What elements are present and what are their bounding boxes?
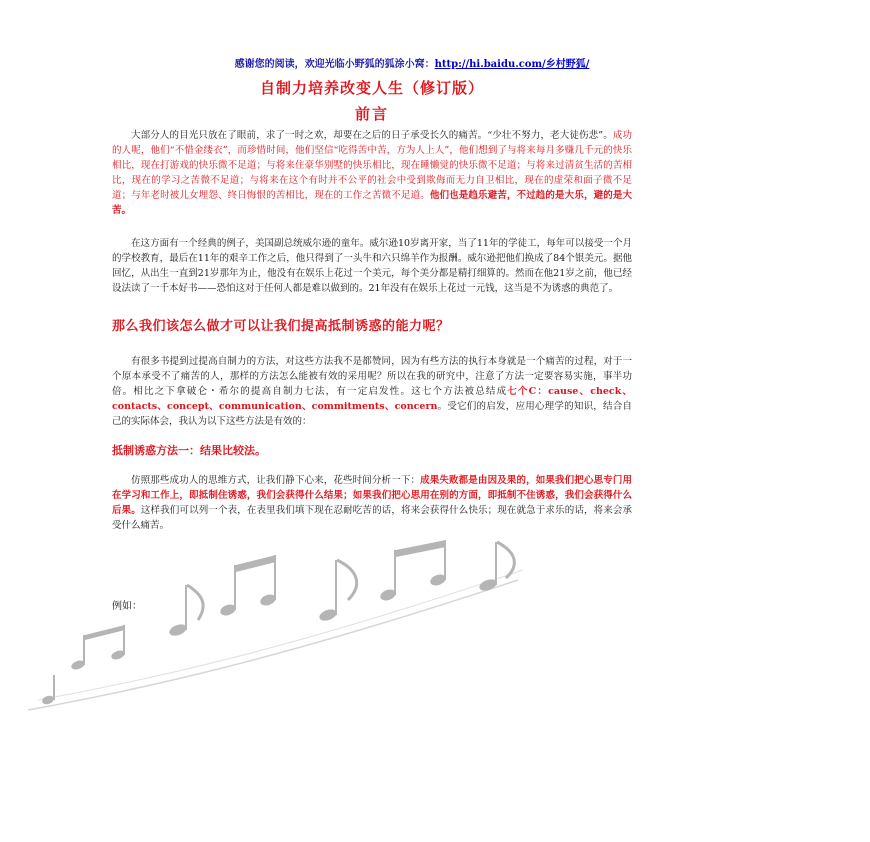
music-notes-watermark <box>18 540 538 730</box>
method-one-sentence-1: 仿照那些成功人的思维方式，让我们静下心来，花些时间分析一下： <box>131 475 421 486</box>
preface-sentence-3: 他们也是趋乐避苦，不过趋的是大乐，避的是大苦。 <box>112 190 632 216</box>
method-one-sentence-2: 成果失败都是由因及果的，如果我们把心思专门用在学习和工作上，即抵制住诱惑，我们会获得什么结果；如果我们把心思用在别的方面，即抵制不住诱惑，我们会获得什么后果。 <box>112 475 632 516</box>
preface-sentence-1: 大部分人的目光只放在了眼前，求了一时之欢，却要在之后的日子承受长久的痛苦。“少壮不努力，老大徒伤悲”。 <box>131 130 613 141</box>
example-label: 例如： <box>112 601 142 612</box>
document-title: 自制力培养改变人生（修订版） <box>259 79 484 97</box>
methods-intro-sentence-3: 。受它们的启发，应用心理学的知识，结合自己的实际体会，我认为以下这些方法是有效的： <box>112 401 632 427</box>
preface-sentence-2: 成功的人呢，他们“不惜金缕衣”，而珍惜时间，他们坚信“吃得苦中苦，方为人上人”，他们想到了与将来每月多赚几千元的快乐相比，现在打游戏的快乐微不足道；与将来住豪华别墅的快乐相比，现在睡懒觉的快乐微不足道；与将来过清贫生活的苦相比，现在的学习之苦微不足道；与将来在这个有时并不公平的社会中受到欺侮而无力自卫相比，现在的虚荣和面子微不足道；与年老时被儿女埋怨、终日悔恨的苦相比，现在的工作之苦微不足道。 <box>112 130 632 201</box>
paragraph-methods-intro <box>112 354 632 429</box>
section-question-heading: 那么我们该怎么做才可以让我们提高抵制诱惑的能力呢？ <box>112 319 450 334</box>
document-body <box>112 58 632 533</box>
header-banner <box>152 58 672 72</box>
method-one-sentence-3: 这样我们可以列一个表，在表里我们填下现在忍耐吃苦的话，将来会获得什么快乐；现在就急于求乐的话，将来会承受什么痛苦。 <box>112 505 632 531</box>
paragraph-wilson-example: 在这方面有一个经典的例子，美国副总统威尔逊的童年。威尔逊10岁离开家，当了11年的学徒工，每年可以接受一个月的学校教育，最后在11年的艰辛工作之后，他只得到了一头牛和六只绵羊作为报酬。威尔逊把他们换成了84个银美元。据他回忆，从出生一直到21岁那年为止，他没有在娱乐上花过一个美元，每个美分都是精打细算的。然而在他21岁之前，他已经设法读了一千本好书——恐怕这对于任何人都是难以做到的。21年没有在娱乐上花过一元钱，这当是不为诱惑的典范了。 <box>112 238 632 294</box>
paragraph-method-one <box>112 473 632 533</box>
method-one-heading: 抵制诱惑方法一：结果比较法。 <box>112 444 266 457</box>
paragraph-preface <box>112 128 632 218</box>
header-link[interactable]: http://hi.baidu.com/乡村野狐/ <box>434 59 590 70</box>
header-lead-text: 感谢您的阅读，欢迎光临小野狐的狐涂小窝： <box>234 59 435 70</box>
preface-title: 前言 <box>354 105 389 123</box>
methods-intro-sentence-1: 有很多书提到过提高自制力的方法，对这些方法我不是都赞同，因为有些方法的执行本身就是一个痛苦的过程，对于一个原本承受不了痛苦的人，那样的方法怎么能被有效的采用呢？所以在我的研究中，注意了方法一定要容易实施，事半功倍。相比之下拿破仑・希尔的提高自制力七法，有一定启发性。这七个方法被总结成 <box>112 356 632 397</box>
seven-c-list: 七个C：cause、check、contacts、concept、communication、commitments、concern <box>112 386 632 412</box>
